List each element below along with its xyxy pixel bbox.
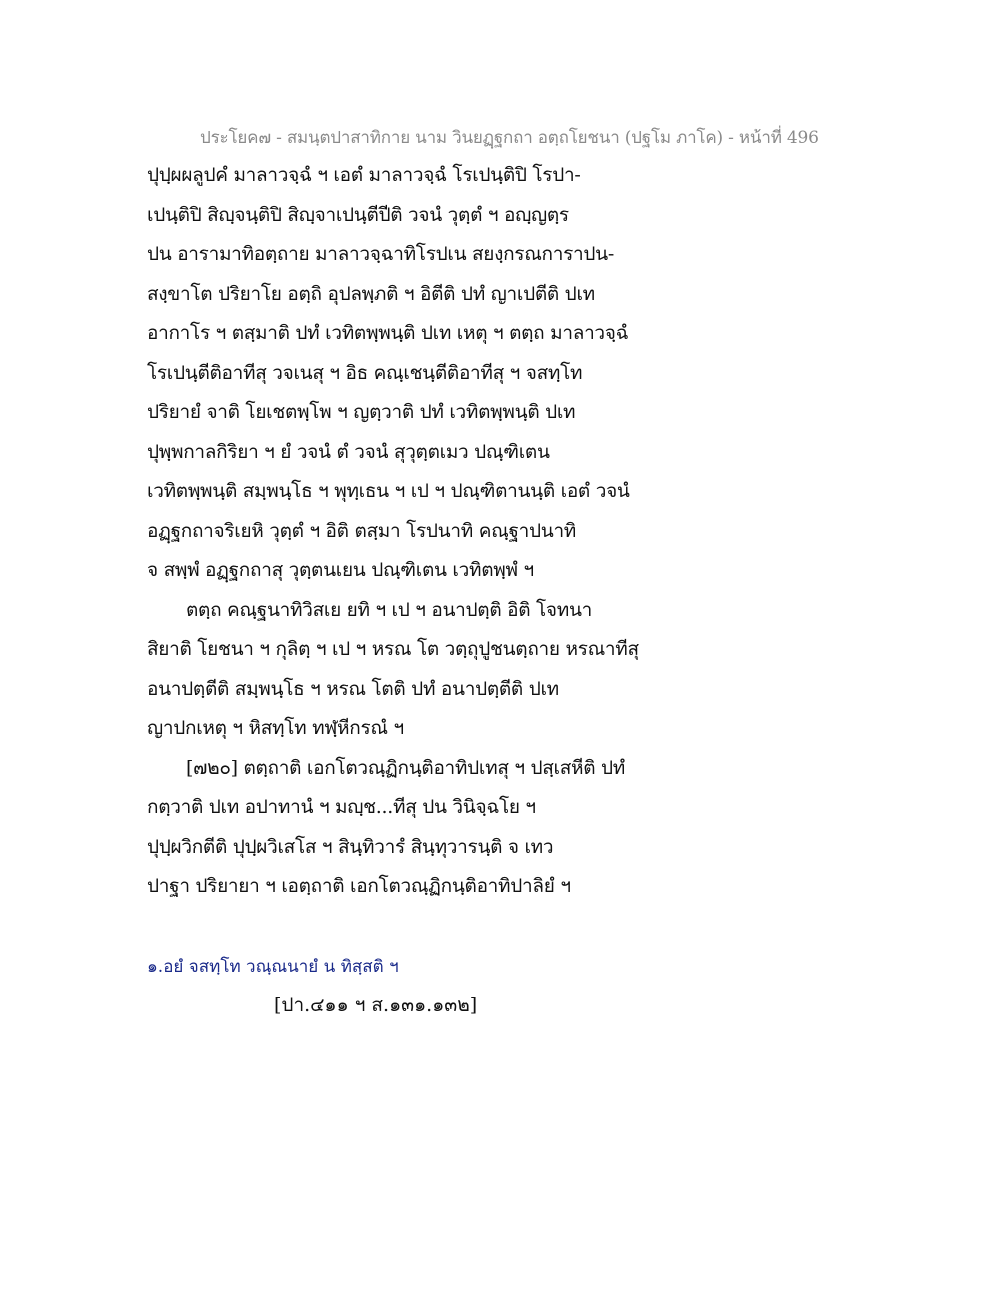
- text-line: อากาโร ฯ ตสฺมาติ ปทํ เวทิตพฺพนฺติ ปเท เหตุ ฯ ตตฺถ มาลาวจฺฉํ: [147, 322, 629, 344]
- text-line: กตฺวาติ ปเท อปาทานํ ฯ มญฺช...ทีสุ ปน วินิจฺฉโย ฯ: [147, 796, 536, 818]
- text-line: ปุปฺผผลูปคํ มาลาวจฺฉํ ฯ เอตํ มาลาวจฺฉํ โรเปนฺติปิ โรปา-: [147, 164, 581, 186]
- text-line: โรเปนฺตีติอาทีสุ วจเนสุ ฯ อิธ คณฺเชนฺตีติอาทีสุ ฯ จสทฺโท: [147, 361, 583, 384]
- text-line: อนาปตฺตีติ สมฺพนฺโธ ฯ หรณ โตติ ปทํ อนาปตฺตีติ ปเท: [147, 677, 559, 700]
- paragraph-start-line: ตตฺถ คณฺฐนาทิวิสเย ยทิ ฯ เป ฯ อนาปตฺติ อิติ โจทนา: [186, 598, 593, 621]
- page-header: ประโยค๗ - สมนฺตปาสาทิกาย นาม วินยฏฺฐกถา อตฺถโยชนา (ปฐโม ภาโค) - หน้าที่ 496: [200, 128, 819, 148]
- page-reference: [ปา.๔๑๑ ฯ ส.๑๓๑.๑๓๒]: [274, 994, 478, 1016]
- text-line: ปาฐา ปริยายา ฯ เอตฺถาติ เอกโตวณฺฏิกนฺติอาทิปาลิยํ ฯ: [147, 875, 571, 897]
- text-line: ปน อารามาทิอตฺถาย มาลาวจฺฉาทิโรปเน สยงฺกรณการาปน-: [147, 243, 614, 265]
- text-line: สิยาติ โยชนา ฯ กุลิตฺ ฯ เป ฯ หรณ โต วตฺถุปูชนตฺถาย หรณาทีสุ: [147, 638, 639, 660]
- text-line: ปริยายํ จาติ โยเชตพฺโพ ฯ ญตฺวาติ ปทํ เวทิตพฺพนฺติ ปเท: [147, 401, 576, 423]
- text-line: อฏฺฐกถาจริเยหิ วุตฺตํ ฯ อิติ ตสฺมา โรปนาทิ คณฺฐาปนาทิ: [147, 519, 577, 542]
- text-line: เปนฺติปิ สิญฺจนฺติปิ สิญฺจาเปนฺตีปีติ วจนํ วุตฺตํ ฯ อญฺญตฺร: [147, 203, 569, 226]
- text-line: ปุพฺพกาลกิริยา ฯ ยํ วจนํ ตํ วจนํ สุวุตฺตเมว ปณฺฑิเตน: [147, 440, 550, 463]
- text-line: เวทิตพฺพนฺติ สมฺพนฺโธ ฯ พุทฺเธน ฯ เป ฯ ปณฺฑิตานนฺติ เอตํ วจนํ: [147, 480, 630, 502]
- text-line: จ สพฺพํ อฏฺฐกถาสุ วุตฺตนเยน ปณฺฑิเตน เวทิตพฺพํ ฯ: [147, 559, 534, 581]
- paragraph-start-line: [๗๒๐] ตตฺถาติ เอกโตวณฺฏิกนฺติอาทิปเทสุ ฯ ปสฺเสหีติ ปทํ: [186, 756, 626, 779]
- text-line: ญาปกเหตุ ฯ หิสทฺโท ทฬฺหีกรณํ ฯ: [147, 717, 404, 739]
- body-text: [147, 156, 707, 907]
- text-line: ปุปฺผวิกตีติ ปุปฺผวิเสโส ฯ สินฺทิวารํ สินฺทุวารนฺติ จ เทว: [147, 835, 554, 858]
- footnote: ๑.อยํ จสทฺโท วณฺณนายํ น ทิสฺสติ ฯ: [147, 957, 399, 977]
- text-line: สงฺขาโต ปริยาโย อตฺถิ อุปลพฺภติ ฯ อิตีติ ปทํ ญาเปตีติ ปเท: [147, 282, 595, 305]
